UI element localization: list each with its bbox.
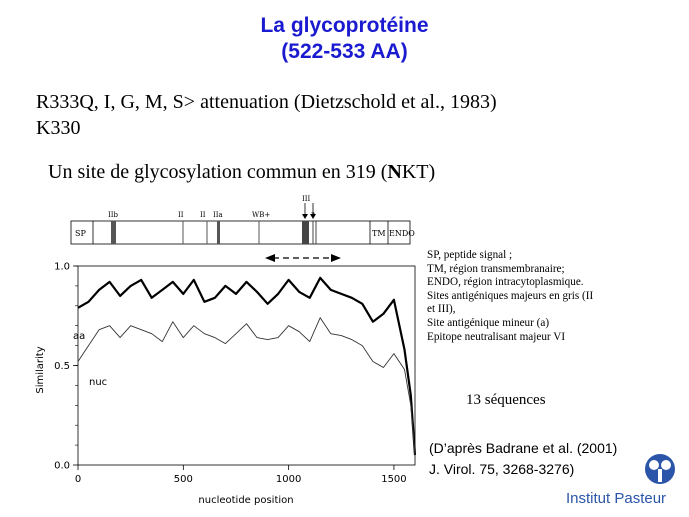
x-tick-label: 1000 <box>275 474 302 485</box>
legend-line: ENDO, région intracytoplasmique. <box>427 276 584 289</box>
legend-line: Site antigénique mineur (a) <box>427 316 550 329</box>
similarity-chart <box>35 262 415 507</box>
legend-line: Epitope neutralisant majeur VI <box>427 330 566 343</box>
y-tick-label: 1.0 <box>54 261 70 273</box>
reference-line1: (D’après Badrane et al. (2001) <box>429 440 618 456</box>
attenuation-text: R333Q, I, G, M, S> attenuation (Dietzschold et al., 1983) <box>36 91 497 113</box>
series-label-aa: aa <box>73 331 86 342</box>
k330-text: K330 <box>36 117 81 139</box>
x-axis <box>75 465 407 485</box>
reference-line2: J. Virol. 75, 3268-3276) <box>429 461 575 477</box>
x-tick-label: 0 <box>74 474 82 485</box>
slide-title-line2: (522-533 AA) <box>281 40 408 63</box>
y-axis <box>54 262 78 472</box>
tm-label: TM <box>372 229 386 238</box>
y-tick-label: 0.5 <box>54 361 70 372</box>
sp-label: SP <box>75 229 86 238</box>
region-arrow-right <box>331 254 341 262</box>
legend-line: TM, région transmembranaire; <box>427 262 565 275</box>
series-label-nuc: nuc <box>89 377 108 388</box>
iii-label: III <box>302 195 311 203</box>
domain-map <box>71 195 415 262</box>
glycosylation-text-pre: Un site de glycosylation commun en 319 ( <box>48 161 388 183</box>
legend-block <box>427 249 672 344</box>
iii-arrow-head <box>302 214 308 219</box>
endo-label: ENDO <box>389 229 415 238</box>
region-arrow-left <box>265 254 275 262</box>
legend-line: Sites antigéniques majeurs en gris (II <box>427 289 594 302</box>
series-line-aa <box>78 278 415 455</box>
y-axis-label: Similarity <box>35 346 46 394</box>
x-tick-label: 500 <box>173 474 193 485</box>
iia-label: IIa <box>213 211 223 219</box>
wb-label: WB+ <box>252 211 271 219</box>
site-iia <box>217 221 220 244</box>
legend-line: SP, peptide signal ; <box>427 249 513 261</box>
plot-frame <box>78 266 415 465</box>
slide-title-line1: La glycoprotéine <box>260 14 429 37</box>
x-tick-label: 1500 <box>381 474 407 485</box>
ii-label-b: II <box>200 211 206 219</box>
domain-bar <box>71 221 410 244</box>
series-lines <box>78 278 415 455</box>
glycosylation-text-bold: N <box>387 161 402 183</box>
iib-label: IIb <box>108 211 119 219</box>
y-tick-label: 0.0 <box>54 460 70 472</box>
legend-line: et III), <box>427 303 456 316</box>
site-iii <box>302 221 309 244</box>
series-line-nuc <box>78 318 415 455</box>
site-iib <box>111 221 116 244</box>
x-axis-label: nucleotide position <box>198 495 294 506</box>
ii-label-a: II <box>178 211 184 219</box>
sequence-count: 13 séquences <box>466 392 546 408</box>
logo-text: Institut Pasteur <box>566 490 667 507</box>
glycosylation-text-post: KT) <box>401 161 436 183</box>
institut-pasteur-logo-icon <box>645 454 675 484</box>
